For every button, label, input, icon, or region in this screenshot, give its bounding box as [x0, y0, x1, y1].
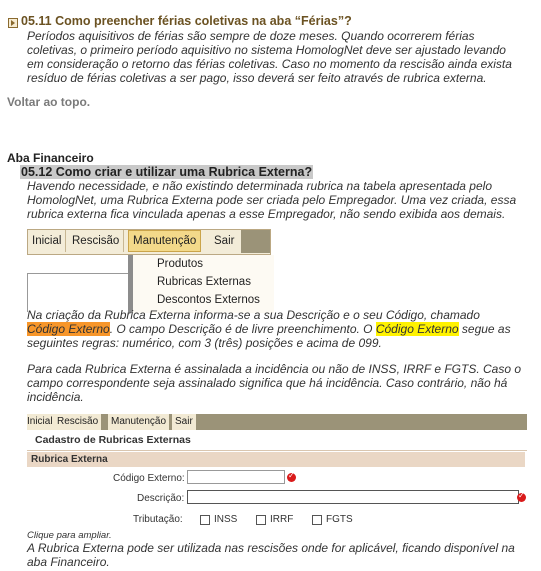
- form-nav-sair[interactable]: Sair: [172, 414, 197, 430]
- submenu-item-descontos-externos[interactable]: Descontos Externos: [157, 294, 260, 306]
- incidence-line: campo correspondente seja assinalado significa que há incidência. Caso contrário, não há: [27, 376, 508, 390]
- codigo-externo-input[interactable]: [187, 470, 285, 484]
- inss-checkbox[interactable]: [200, 515, 210, 525]
- answer-0511: [27, 29, 537, 85]
- submenu-item-rubricas-externas[interactable]: Rubricas Externas: [157, 276, 251, 288]
- answer-line: HomologNet, uma Rubrica Externa pode ser criada pelo Empregador. Uma vez criada, essa: [27, 193, 517, 207]
- rules-line: Na criação da Rubrica Externa informa-se a sua Descrição e o seu Código, chamado: [27, 308, 480, 322]
- rules-text: . O campo Descrição é de livre preenchimento. O: [109, 322, 376, 336]
- incidence-line: incidência.: [27, 390, 84, 404]
- form-title: Cadastro de Rubricas Externas: [35, 434, 191, 446]
- irrf-checkbox[interactable]: [256, 515, 266, 525]
- menu-item-manutencao[interactable]: Manutenção: [128, 230, 201, 252]
- form-nav-inicial[interactable]: Inicial: [27, 414, 57, 430]
- divider: [27, 450, 527, 451]
- answer-line: rubrica externa fica vinculada apenas a esse Empregador, não sendo exibida aos demais.: [27, 207, 506, 221]
- form-screenshot[interactable]: [27, 414, 527, 529]
- answer-line: Períodos aquisitivos de férias são sempre de doze meses. Quando ocorrerem férias: [27, 29, 475, 43]
- rules-line: seguintes regras: numérico, com 3 (três) posições e acima de 099.: [27, 336, 382, 350]
- final-line: A Rubrica Externa pode ser utilizada nas rescisões onde for aplicável, ficando disponível na: [27, 541, 515, 555]
- form-subheader: Rubrica Externa: [31, 454, 108, 465]
- submenu: [128, 255, 274, 313]
- inss-label: INSS: [214, 514, 238, 525]
- final-paragraph: [27, 541, 537, 569]
- rules-line: [27, 322, 537, 336]
- menu-bar-filler: [241, 230, 270, 253]
- menu-item-sair[interactable]: Sair: [214, 235, 235, 247]
- answer-line: resíduo de férias coletivas a ser pago, isso deverá ser feito através de rubrica externa.: [27, 71, 487, 85]
- descricao-input[interactable]: [187, 490, 519, 504]
- codigo-externo-label: Código Externo:: [113, 473, 185, 484]
- question-title-0511[interactable]: 05.11 Como preencher férias coletivas na aba “Férias”?: [21, 14, 352, 28]
- menu-screenshot: [27, 229, 271, 314]
- fgts-label: FGTS: [326, 514, 353, 525]
- question-arrow-icon: [8, 18, 18, 28]
- required-icon: [517, 493, 526, 502]
- section-title: Aba Financeiro: [7, 151, 94, 165]
- submenu-item-produtos[interactable]: Produtos: [157, 258, 204, 270]
- answer-line: coletivas, o primeiro período aquisitivo no sistema HomologNet deve ser ajustado levando: [27, 43, 506, 57]
- final-line: aba Financeiro.: [27, 555, 110, 569]
- menu-item-rescisao[interactable]: Rescisão: [68, 230, 124, 252]
- menu-item-inicial[interactable]: Inicial: [28, 230, 66, 252]
- back-to-top-link[interactable]: Voltar ao topo.: [7, 95, 91, 109]
- highlight-codigo-externo: Código Externo: [27, 322, 110, 336]
- form-nav-rescisao[interactable]: Rescisão: [54, 414, 102, 430]
- fgts-checkbox[interactable]: [312, 515, 322, 525]
- form-nav-manutencao[interactable]: Manutenção: [108, 414, 170, 430]
- required-icon: [287, 473, 296, 482]
- descricao-label: Descrição:: [137, 493, 185, 504]
- irrf-label: IRRF: [270, 514, 294, 525]
- answer-line: em consideração o retorno das férias coletivas. Caso no momento da rescisão ainda exista: [27, 57, 512, 71]
- rules-text: segue as: [458, 322, 511, 336]
- highlight-codigo-externo: Código Externo: [375, 322, 459, 336]
- incidence-line: Para cada Rubrica Externa é assinalada a incidência ou não de INSS, IRRF e FGTS. Caso o: [27, 362, 522, 376]
- question-title-0512[interactable]: 05.12 Como criar e utilizar uma Rubrica Externa?: [21, 165, 313, 179]
- background-panel: [27, 273, 128, 312]
- incidence-paragraph: [27, 362, 537, 404]
- image-caption[interactable]: Clique para ampliar.: [27, 530, 112, 541]
- tributacao-label: Tributação:: [133, 514, 183, 525]
- answer-0512: [27, 179, 537, 221]
- answer-line: Havendo necessidade, e não existindo determinada rubrica na tabela apresentada pelo: [27, 179, 492, 193]
- rubrica-rules-paragraph: [27, 308, 537, 350]
